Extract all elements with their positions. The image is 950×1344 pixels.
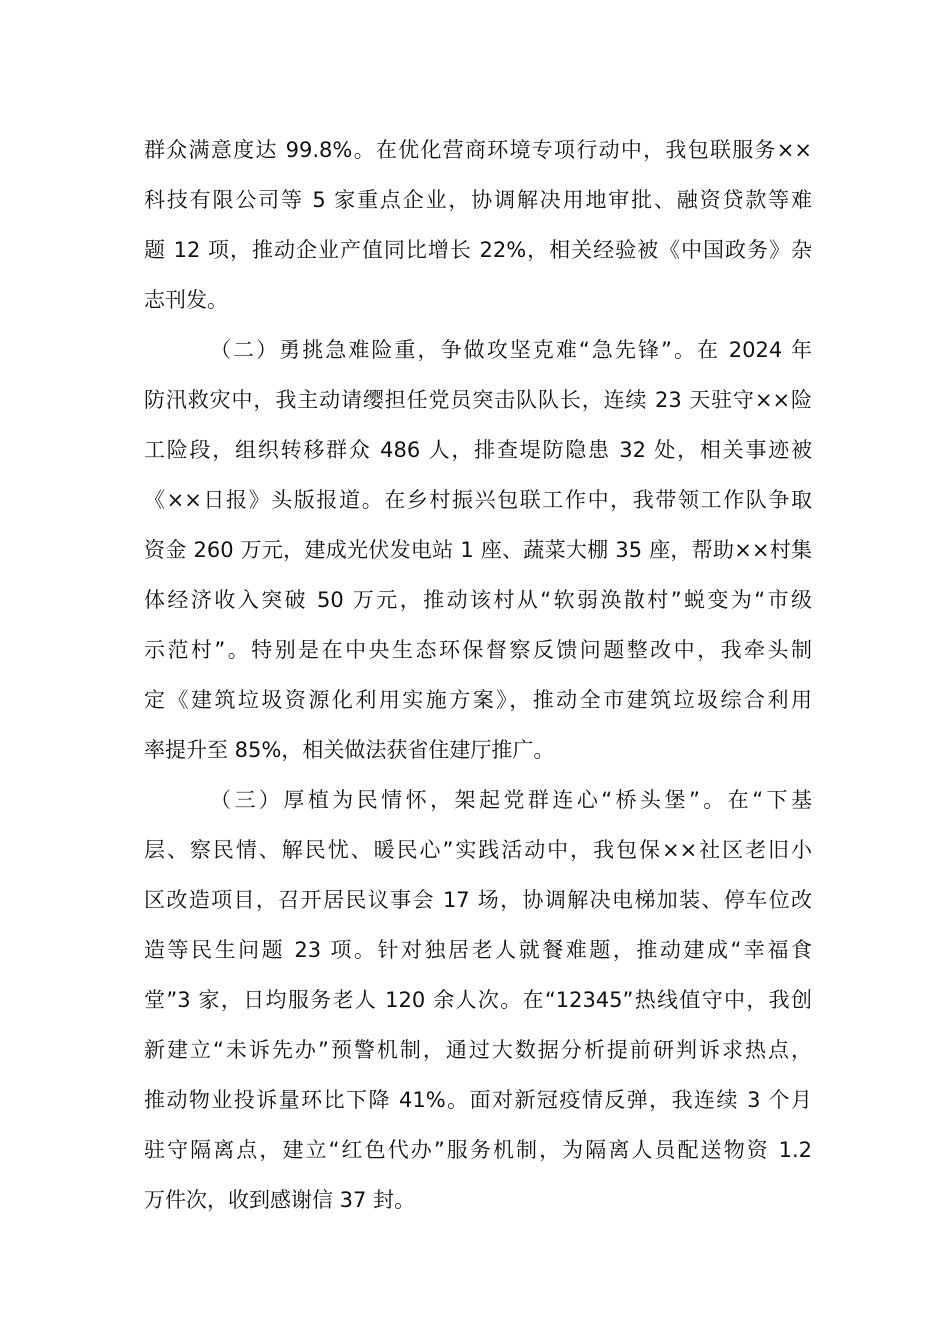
section-heading-line: （三）厚植为民情怀，架起党群连心“桥头堡”。在“下基 — [210, 788, 812, 812]
text-line: 区改造项目，召开居民议事会 17 场，协调解决电梯加装、停车位改 — [144, 888, 812, 912]
text-line: 堂”3 家，日均服务老人 120 余人次。在“12345”热线值守中，我创 — [144, 988, 812, 1012]
text-line: 率提升至 85%，相关做法获省住建厅推广。 — [144, 738, 555, 762]
text-line: 群众满意度达 99.8%。在优化营商环境专项行动中，我包联服务×× — [144, 138, 812, 162]
text-line: 层、察民情、解民忧、暖民心”实践活动中，我包保××社区老旧小 — [144, 838, 812, 862]
text-line: 造等民生问题 23 项。针对独居老人就餐难题，推动建成“幸福食 — [144, 938, 812, 962]
text-line: 推动物业投诉量环比下降 41%。面对新冠疫情反弹，我连续 3 个月 — [144, 1088, 812, 1112]
text-line: 工险段，组织转移群众 486 人，排查堤防隐患 32 处，相关事迹被 — [144, 438, 812, 462]
text-line: 题 12 项，推动企业产值同比增长 22%，相关经验被《中国政务》杂 — [144, 238, 812, 262]
paragraph-2 — [144, 327, 812, 777]
document-body — [144, 127, 812, 1227]
text-line: 体经济收入突破 50 万元，推动该村从“软弱涣散村”蜕变为“市级 — [144, 588, 812, 612]
paragraph-1 — [144, 127, 812, 327]
text-line: 万件次，收到感谢信 37 封。 — [144, 1188, 416, 1212]
text-line: 科技有限公司等 5 家重点企业，协调解决用地审批、融资贷款等难 — [144, 188, 812, 212]
text-line: 定《建筑垃圾资源化利用实施方案》，推动全市建筑垃圾综合利用 — [144, 688, 812, 712]
paragraph-3 — [144, 777, 812, 1227]
text-line: 防汛救灾中，我主动请缨担任党员突击队队长，连续 23 天驻守××险 — [144, 388, 812, 412]
text-line: 驻守隔离点，建立“红色代办”服务机制，为隔离人员配送物资 1.2 — [144, 1138, 812, 1162]
text-line: 示范村”。特别是在中央生态环保督察反馈问题整改中，我牵头制 — [144, 638, 812, 662]
text-line: 资金 260 万元，建成光伏发电站 1 座、蔬菜大棚 35 座，帮助××村集 — [144, 538, 812, 562]
text-line: 新建立“未诉先办”预警机制，通过大数据分析提前研判诉求热点， — [144, 1038, 812, 1062]
text-line: 《××日报》头版报道。在乡村振兴包联工作中，我带领工作队争取 — [144, 488, 812, 512]
text-line: 志刊发。 — [144, 288, 228, 312]
section-heading-line: （二）勇挑急难险重，争做攻坚克难“急先锋”。在 2024 年 — [210, 338, 812, 362]
